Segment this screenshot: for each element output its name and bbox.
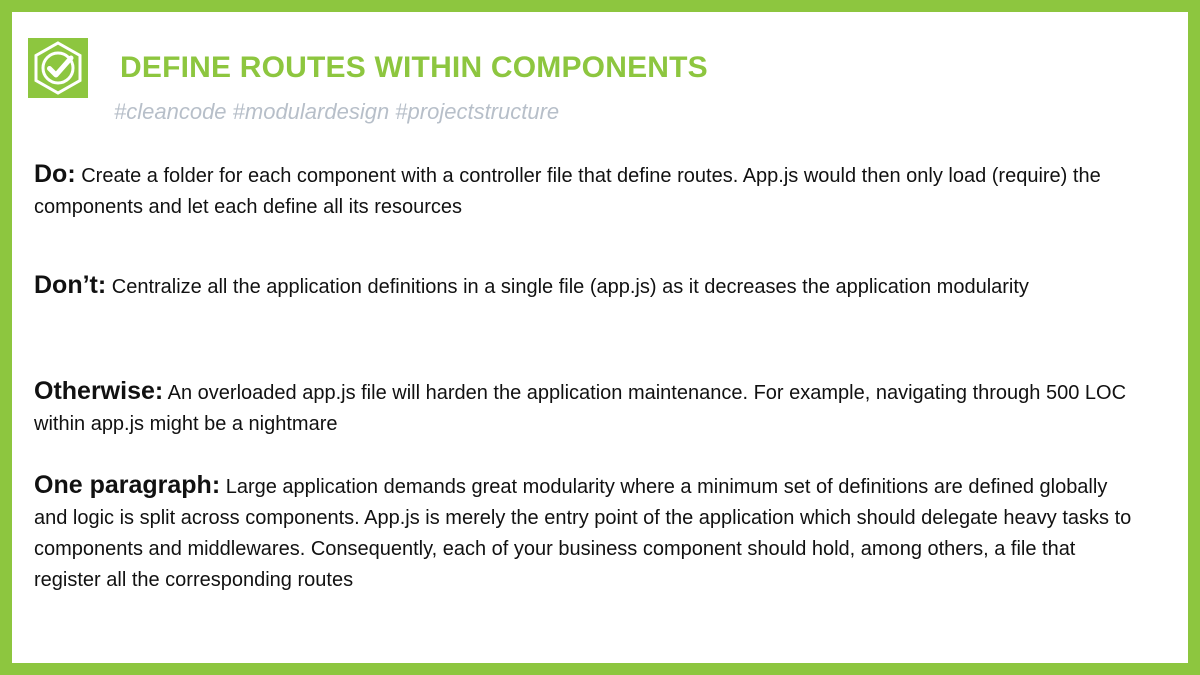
- one-paragraph-section: [34, 470, 1134, 596]
- do-section: [34, 159, 1134, 223]
- check-badge-icon: [28, 38, 88, 98]
- otherwise-text: An overloaded app.js file will harden the application maintenance. For example, navigating through 500 LOC within app.js might be a nightmare: [34, 382, 1127, 435]
- hashtag-line: #cleancode #modulardesign #projectstructure: [114, 99, 560, 124]
- dont-label: Don’t:: [34, 271, 107, 299]
- do-text: Create a folder for each component with a controller file that define routes. App.js would then only load (require) the components and let each define all its resources: [34, 165, 1101, 218]
- otherwise-label: Otherwise:: [34, 377, 164, 405]
- dont-text: Centralize all the application definitions in a single file (app.js) as it decreases the application modularity: [111, 276, 1029, 298]
- dont-section: [34, 270, 1134, 303]
- one-paragraph-label: One paragraph:: [34, 471, 221, 499]
- one-paragraph-text: Large application demands great modularity where a minimum set of definitions are defined globally and logic is split across components. App.js is merely the entry point of the application which should delegate heavy tasks to components and middlewares. Consequently, each of your business component should hold, among others, a file that register all the corresponding routes: [34, 476, 1132, 591]
- otherwise-section: [34, 376, 1134, 440]
- do-label: Do:: [34, 160, 76, 188]
- page-title: DEFINE ROUTES WITHIN COMPONENTS: [120, 51, 708, 84]
